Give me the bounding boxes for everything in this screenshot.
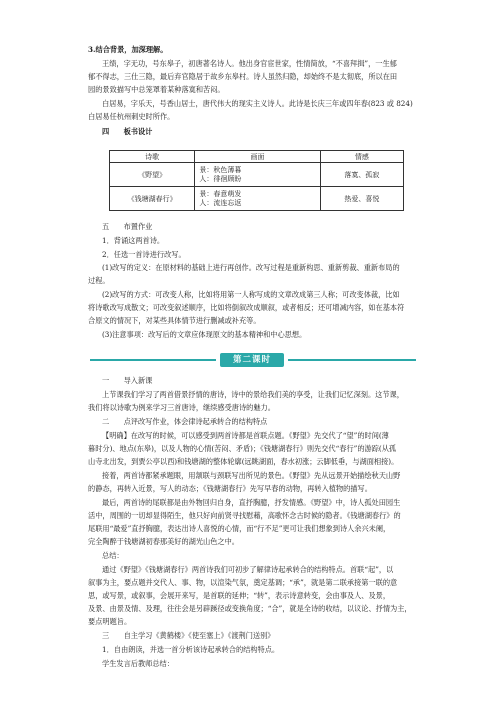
paragraph-line: (2)改写的方式：可改变人称，比如将用第一人称写成的文章改成第三人称；可改变体裁，比如 (102, 290, 400, 299)
table-cell-emotion: 热爱、喜悦 (320, 187, 403, 211)
paragraph-line: 过程。 (88, 276, 110, 285)
summary-label: 总结： (102, 551, 124, 560)
paragraph-line: 学生发言后教师总结： (102, 659, 174, 668)
paragraph-line: 将诗歌改写成散文；可改变叙述顺序，比如将倒叙改成顺叙，或者相反；还可增减内容，如在基本符 (88, 303, 405, 312)
paragraph-line: 完全陶醉于钱塘湖初春那美好的湖光山色之中。 (88, 537, 239, 546)
lesson-banner: 第二课时 (220, 353, 284, 367)
paragraph-line: 思，或写景，或叙事，会展开来写，是首联的延伸；“转”，表示诗意转变，会由事及人、及景， (88, 591, 391, 600)
paragraph-line: 王绩，字无功，号东皋子，初唐著名诗人。他出身官宦世家，性情简放，“不喜拜揖”，一生郁 (102, 59, 397, 68)
paragraph-line: 及景、由景及情、及理，往往会是另辟蹊径或变换角度；“合”，就是全诗的收结，以议论、抒情为主， (88, 604, 412, 613)
banner-rule-right (288, 359, 416, 361)
scene-line: 人：徘徊顾盼 (199, 174, 242, 183)
paragraph-line: 叙事为主，要点题并交代人、事、物，以渲染气氛，奠定基调；“承”，就是第二联承接第一联的意 (88, 578, 398, 587)
paragraph-line: 尾联用“最爱”直抒胸臆，表达出诗人喜悦的心情，而“行不足”更可让我们想象到诗人余兴未阑， (88, 524, 391, 533)
table-cell-poem: 《野望》 (110, 163, 195, 187)
section-heading-homework: 五 布置作业 (102, 222, 153, 231)
table-header: 情感 (320, 151, 403, 163)
scene-line: 景：春意萌发 (199, 189, 242, 198)
section-heading-board: 四 板书设计 (102, 127, 153, 136)
section-heading-review: 二 点评改写作业，体会律诗起承转合的结构特点 (102, 417, 268, 426)
paragraph-line: 暮时分)、地点(东皋)，以及人物的心情(苦闷、矛盾)；《钱塘湖春行》则先交代“春行”的游踪(从孤 (88, 444, 397, 453)
table-row (110, 187, 404, 211)
paragraph-line: 山寺北出发，到贾公亭以西)和钱塘湖的整体轮廓(远眺湖面，春水初涨；云脚低垂，与湖面相接)。 (88, 457, 399, 466)
paragraph-line: 的静态，再转入近景，写人的动态；《钱塘湖春行》先写早春的动物，再转入植物的描写。 (88, 484, 372, 493)
scene-line: 人：流连忘返 (199, 198, 242, 207)
paragraph-line: 要点明题旨。 (88, 617, 132, 626)
paragraph-line: 【明确】在改写的时候，可以感受到两首诗都是首联点题。《野望》先交代了“望”的时间(薄 (102, 431, 389, 440)
paragraph-line: 白居易，字乐天，号香山居士，唐代伟大的现实主义诗人。此诗是长庆三年或四年春(823 或 824) (102, 99, 413, 108)
table-header: 画面 (195, 151, 320, 163)
table-cell-poem: 《钱塘湖春行》 (110, 187, 195, 211)
paragraph-line: 活中，周围的一切却显得陌生，他只好向前贤寻找慰藉，高歌怀念古时候的隐者。《钱塘湖春行》的 (88, 511, 401, 520)
paragraph-line: 上节课我们学习了两首借景抒情的唐诗，诗中的景给我们美的享受，让我们记忆深刻。这节课， (102, 390, 404, 399)
paragraph-line: 最后，两首诗的尾联都是由外物回归自身，直抒胸臆，抒发情感。《野望》中，诗人孤处田园生 (102, 498, 401, 507)
table-cell-emotion: 落寞、孤寂 (320, 163, 403, 187)
board-design-table (109, 150, 404, 211)
paragraph-line: 通过《野望》《钱塘湖春行》两首诗我们可初步了解律诗起承转合的结构特点。首联“起”，以 (102, 565, 394, 574)
paragraph-line: 合原文的情况下，对某些具体情节进行删减或补充等。 (88, 316, 261, 325)
table-header: 诗歌 (110, 151, 195, 163)
paragraph-line: 郁不得志，三仕三隐，最后弃官隐居于故乡东皋村。诗人虽然归隐，却始终不是太彻底，所以在田 (88, 72, 398, 81)
paragraph-line: 白居易任杭州刺史时所作。 (88, 112, 175, 121)
paragraph-line: 我们将以诗歌为例来学习三首唐诗，继续感受唐诗的魅力。 (88, 403, 275, 412)
paragraph-line: 1．自由朗读，并选一首分析该诗起承转合的结构特点。 (102, 645, 280, 654)
paragraph-line: (1)改写的定义：在原材料的基础上进行再创作。改写过程是重新构思、重新剪裁、重新布局的 (102, 263, 400, 272)
section-heading-intro: 一 导入新课 (102, 376, 153, 385)
table-cell-scene (195, 187, 320, 211)
subheading-context: 3.结合背景，加深理解。 (88, 45, 168, 54)
scene-line: 景：秋色薄暮 (199, 165, 242, 174)
table-row (110, 163, 404, 187)
paragraph-line: 园的景致描写中总笼罩着某种落寞和苦闷。 (88, 85, 225, 94)
section-heading-self-study: 三 自主学习《黄鹤楼》《使至塞上》《渡荆门送别》 (102, 631, 275, 640)
banner-rule-left (90, 359, 216, 361)
paragraph-line: 2．任选一首诗进行改写。 (102, 250, 186, 259)
paragraph-line: 1．背诵这两首诗。 (102, 236, 165, 245)
paragraph-line: (3)注意事项：改写后的文章应体现原文的基本精神和中心思想。 (102, 330, 307, 339)
table-header-row (110, 151, 404, 163)
table-cell-scene (195, 163, 320, 187)
paragraph-line: 接着，两首诗都紧承题眼，用颔联与颈联写出所见的景色。《野望》先从远景开始描绘秋天山野 (102, 471, 401, 480)
